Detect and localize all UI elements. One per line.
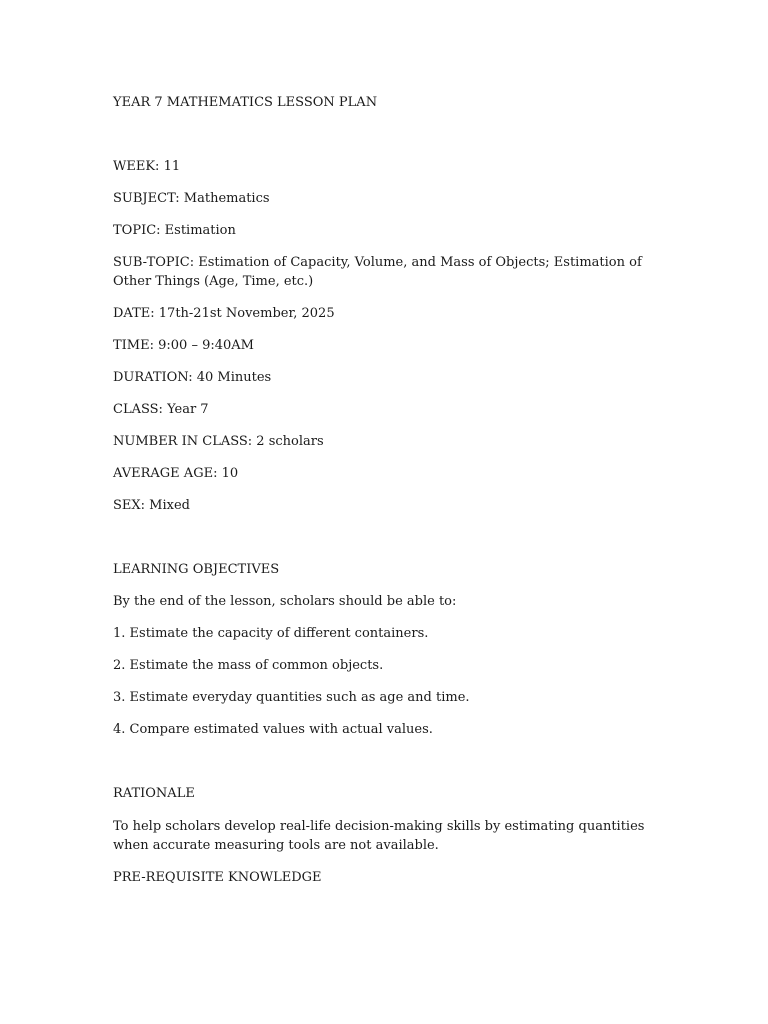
field-average-age: AVERAGE AGE: 10: [113, 466, 239, 481]
document-title: YEAR 7 MATHEMATICS LESSON PLAN: [113, 95, 378, 110]
objective-item: 4. Compare estimated values with actual values.: [113, 722, 433, 737]
prerequisite-heading: PRE-REQUISITE KNOWLEDGE: [113, 870, 322, 885]
objective-item: 2. Estimate the mass of common objects.: [113, 658, 384, 673]
field-subject: SUBJECT: Mathematics: [113, 191, 270, 206]
objective-item: 3. Estimate everyday quantities such as age and time.: [113, 690, 470, 705]
field-sub-topic: SUB-TOPIC: Estimation of Capacity, Volume, and Mass of Objects; Estimation of Other Things (Age, Time, etc.): [113, 255, 642, 289]
field-duration: DURATION: 40 Minutes: [113, 370, 272, 385]
learning-objectives-intro: By the end of the lesson, scholars should be able to:: [113, 594, 457, 609]
field-class: CLASS: Year 7: [113, 402, 209, 417]
field-sex: SEX: Mixed: [113, 498, 190, 513]
rationale-text: To help scholars develop real-life decision-making skills by estimating quantities when accurate measuring tools are not available.: [113, 819, 645, 853]
field-number-in-class: NUMBER IN CLASS: 2 scholars: [113, 434, 324, 449]
learning-objectives-heading: LEARNING OBJECTIVES: [113, 562, 280, 577]
rationale-heading: RATIONALE: [113, 786, 195, 801]
field-week: WEEK: 11: [113, 159, 181, 174]
objective-item: 1. Estimate the capacity of different containers.: [113, 626, 429, 641]
field-date: DATE: 17th-21st November, 2025: [113, 306, 335, 321]
field-topic: TOPIC: Estimation: [113, 223, 236, 238]
field-time: TIME: 9:00 – 9:40AM: [113, 338, 254, 353]
